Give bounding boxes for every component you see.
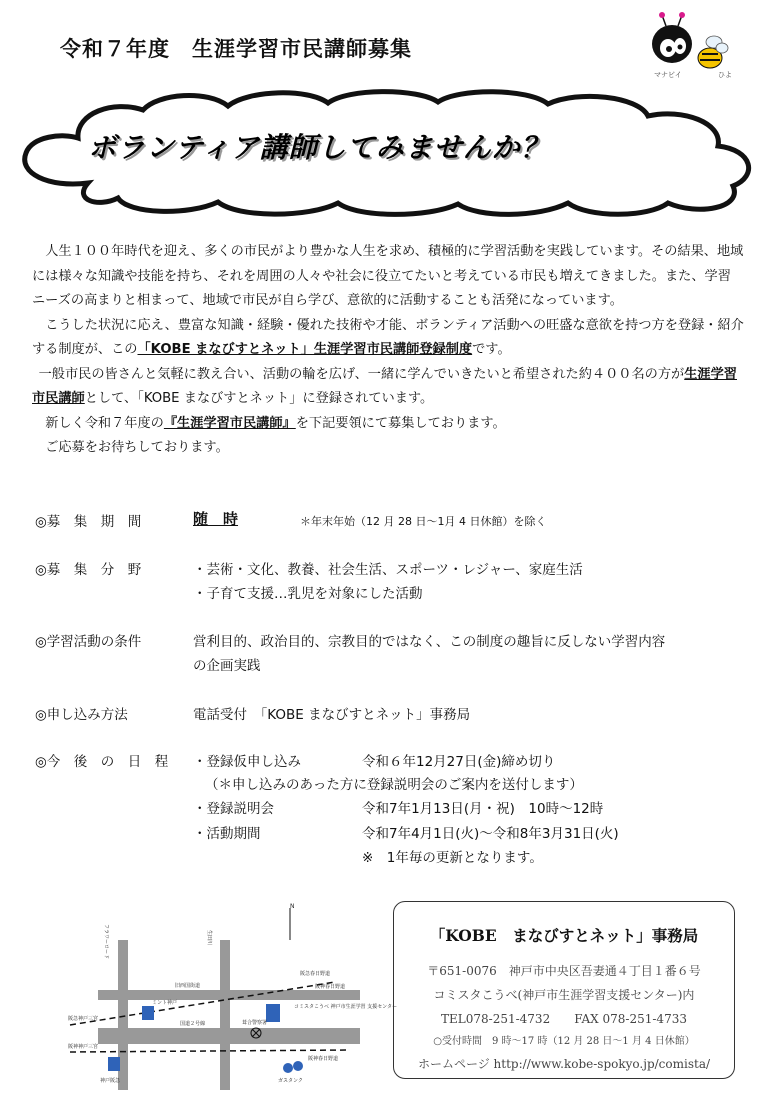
- page-title: 令和７年度 生涯学習市民講師募集: [60, 37, 412, 61]
- period-label: ◎募 集 期 間: [35, 514, 142, 530]
- map-label-ikuta-river: 生田川: [206, 930, 212, 946]
- fields-label: ◎募 集 分 野: [35, 562, 142, 578]
- schedule-item-1-date: 令和６年12月27日(金)締め切り: [362, 754, 556, 770]
- mascot-name: マナビイ: [654, 71, 682, 79]
- schedule-item-1-name: ・登録仮申し込み: [193, 754, 301, 770]
- intro-paragraph-1: 人生１００年時代を迎え、多くの市民がより豊かな人生を求め、積極的に学習活動を実践しています。その結果、地域には様々な知識や技能を持ち、それを周囲の人々や社会に役立てたいと考えている市民も増えてきました。また、学習ニーズの高まりと相まって、地域で市民が自ら学び、意欲的に活動することも活発になっています。: [32, 244, 744, 308]
- schedule-item-3-note: ※ 1年毎の更新となります。: [362, 850, 543, 866]
- fields-line-1: ・芸術・文化、教養、社会生活、スポーツ・レジャー、家庭生活: [193, 562, 583, 578]
- period-note: ＊年末年始（12 月 28 日～1月 4 日休館）を除く: [300, 515, 547, 528]
- map-label-mint: ミント神戸: [152, 1000, 178, 1006]
- contact-title: 「KOBE まなびすとネット」事務局: [429, 926, 699, 945]
- intro-p3-highlight: 生涯学習市民講師: [32, 366, 737, 406]
- intro-p2-highlight: 「KOBE まなびすとネット」生涯学習市民講師登録制度: [137, 342, 473, 357]
- contact-phone: TEL078-251-4732 FAX 078-251-4733: [441, 1012, 687, 1026]
- contact-hours: ○受付時間 9 時～17 時（12 月 28 日～1 月 4 日休館）: [433, 1036, 695, 1047]
- intro-p4-text: 新しく令和７年度の: [45, 415, 164, 431]
- apply-label: ◎申し込み方法: [35, 707, 128, 723]
- schedule-item-3-name: ・活動期間: [193, 826, 261, 842]
- map-label-gas-tank: ガスタンク: [278, 1078, 303, 1084]
- schedule-label: ◎今 後 の 日 程: [35, 754, 169, 770]
- map-label-hanshin-sannomiya: 阪神神戸三宮: [68, 1044, 99, 1050]
- mascot-name-right: ひよ: [718, 71, 733, 79]
- conditions-line-2: の企画実践: [193, 658, 261, 674]
- intro-p2-text: こうした状況に応え、豊富な知識・経験・優れた技術や才能、ボランティア活動への旺盛な意欲を持つ方を登録・紹介する制度が、この: [32, 317, 744, 357]
- map-label-hankyu-sannomiya: 阪急神戸三宮: [68, 1016, 99, 1022]
- map-label-police: 葺合警察署: [242, 1020, 268, 1026]
- intro-paragraph-5: ご応募をお待ちしております。: [45, 440, 229, 455]
- map-building-kobe-hankyu: [108, 1057, 120, 1071]
- map-gas-tank-1: [283, 1063, 293, 1073]
- intro-p4-highlight: 『生涯学習市民講師』: [163, 415, 296, 431]
- banner-title: ボランティア講師してみませんか？: [88, 131, 550, 164]
- schedule-item-2-name: ・登録説明会: [193, 801, 274, 817]
- map-label-kokudo2: 国道２号線: [180, 1021, 206, 1027]
- conditions-label: ◎学習活動の条件: [35, 634, 142, 650]
- intro-paragraph-4: [32, 412, 744, 437]
- map-rail-hanshin: [70, 1050, 350, 1052]
- schedule-item-1-note: （＊申し込みのあった方に登録説明会のご案内を送付します）: [205, 777, 583, 793]
- fields-line-2: ・子育て支援…乳児を対象にした活動: [193, 586, 423, 602]
- map-building-comista: [266, 1004, 280, 1022]
- conditions-line-1: 営利目的、政治目的、宗教目的ではなく、この制度の趣旨に反しない学習内容: [193, 634, 666, 650]
- map-label-hanshin-kasugano: 阪神春日野道: [315, 984, 346, 990]
- mascot-label: [654, 70, 732, 80]
- map-building-mint: [142, 1006, 154, 1020]
- contact-address: 〒651-0076 神戸市中央区吾妻通４丁目１番６号: [427, 964, 701, 978]
- map-label-comista: コミスタこうべ 神戸市生涯学習 支援センター: [294, 1004, 397, 1010]
- intro-p3-end: として、「KOBE まなびすとネット」に登録されています。: [84, 391, 434, 406]
- contact-box: [393, 901, 735, 1079]
- period-value: 随 時: [193, 510, 239, 528]
- schedule-item-2-date: 令和7年1月13日(月・祝) 10時～12時: [362, 801, 604, 817]
- intro-paragraph-2: [32, 314, 744, 363]
- schedule-item-3-date: 令和7年4月1日(火)～令和8年3月31日(火): [362, 826, 619, 842]
- map-label-hankyu-kasugano: 阪急春日野道: [300, 971, 331, 977]
- contact-building: コミスタこうべ(神戸市生涯学習支援センター)内: [433, 988, 695, 1002]
- intro-p3-text: 一般市民の皆さんと気軽に教え合い、活動の輪を広げ、一緒に学んでいきたいと希望された約４００名の方が: [38, 366, 685, 382]
- intro-p2-end: です。: [472, 342, 511, 357]
- map-label-hanshin-kasugano-2: 阪神春日野道: [308, 1056, 339, 1062]
- intro-paragraph-3: [32, 363, 744, 412]
- access-map: [60, 900, 397, 1090]
- map-label-flower-road: フラワーロード: [103, 924, 109, 960]
- map-road-ikuta: [220, 940, 230, 1090]
- map-label-kyu-nishikoku: 旧西国街道: [175, 983, 201, 989]
- map-label-kobe-hankyu: 神戸阪急: [100, 1078, 121, 1084]
- apply-value: 電話受付 「KOBE まなびすとネット」事務局: [193, 707, 471, 723]
- contact-homepage[interactable]: ホームページ http://www.kobe-spokyo.jp/comista/: [417, 1057, 711, 1071]
- map-gas-tank-2: [293, 1061, 303, 1071]
- intro-p4-end: を下記要領にて募集しております。: [295, 415, 506, 431]
- intro-text: [32, 240, 744, 461]
- map-label-north: N: [290, 903, 295, 910]
